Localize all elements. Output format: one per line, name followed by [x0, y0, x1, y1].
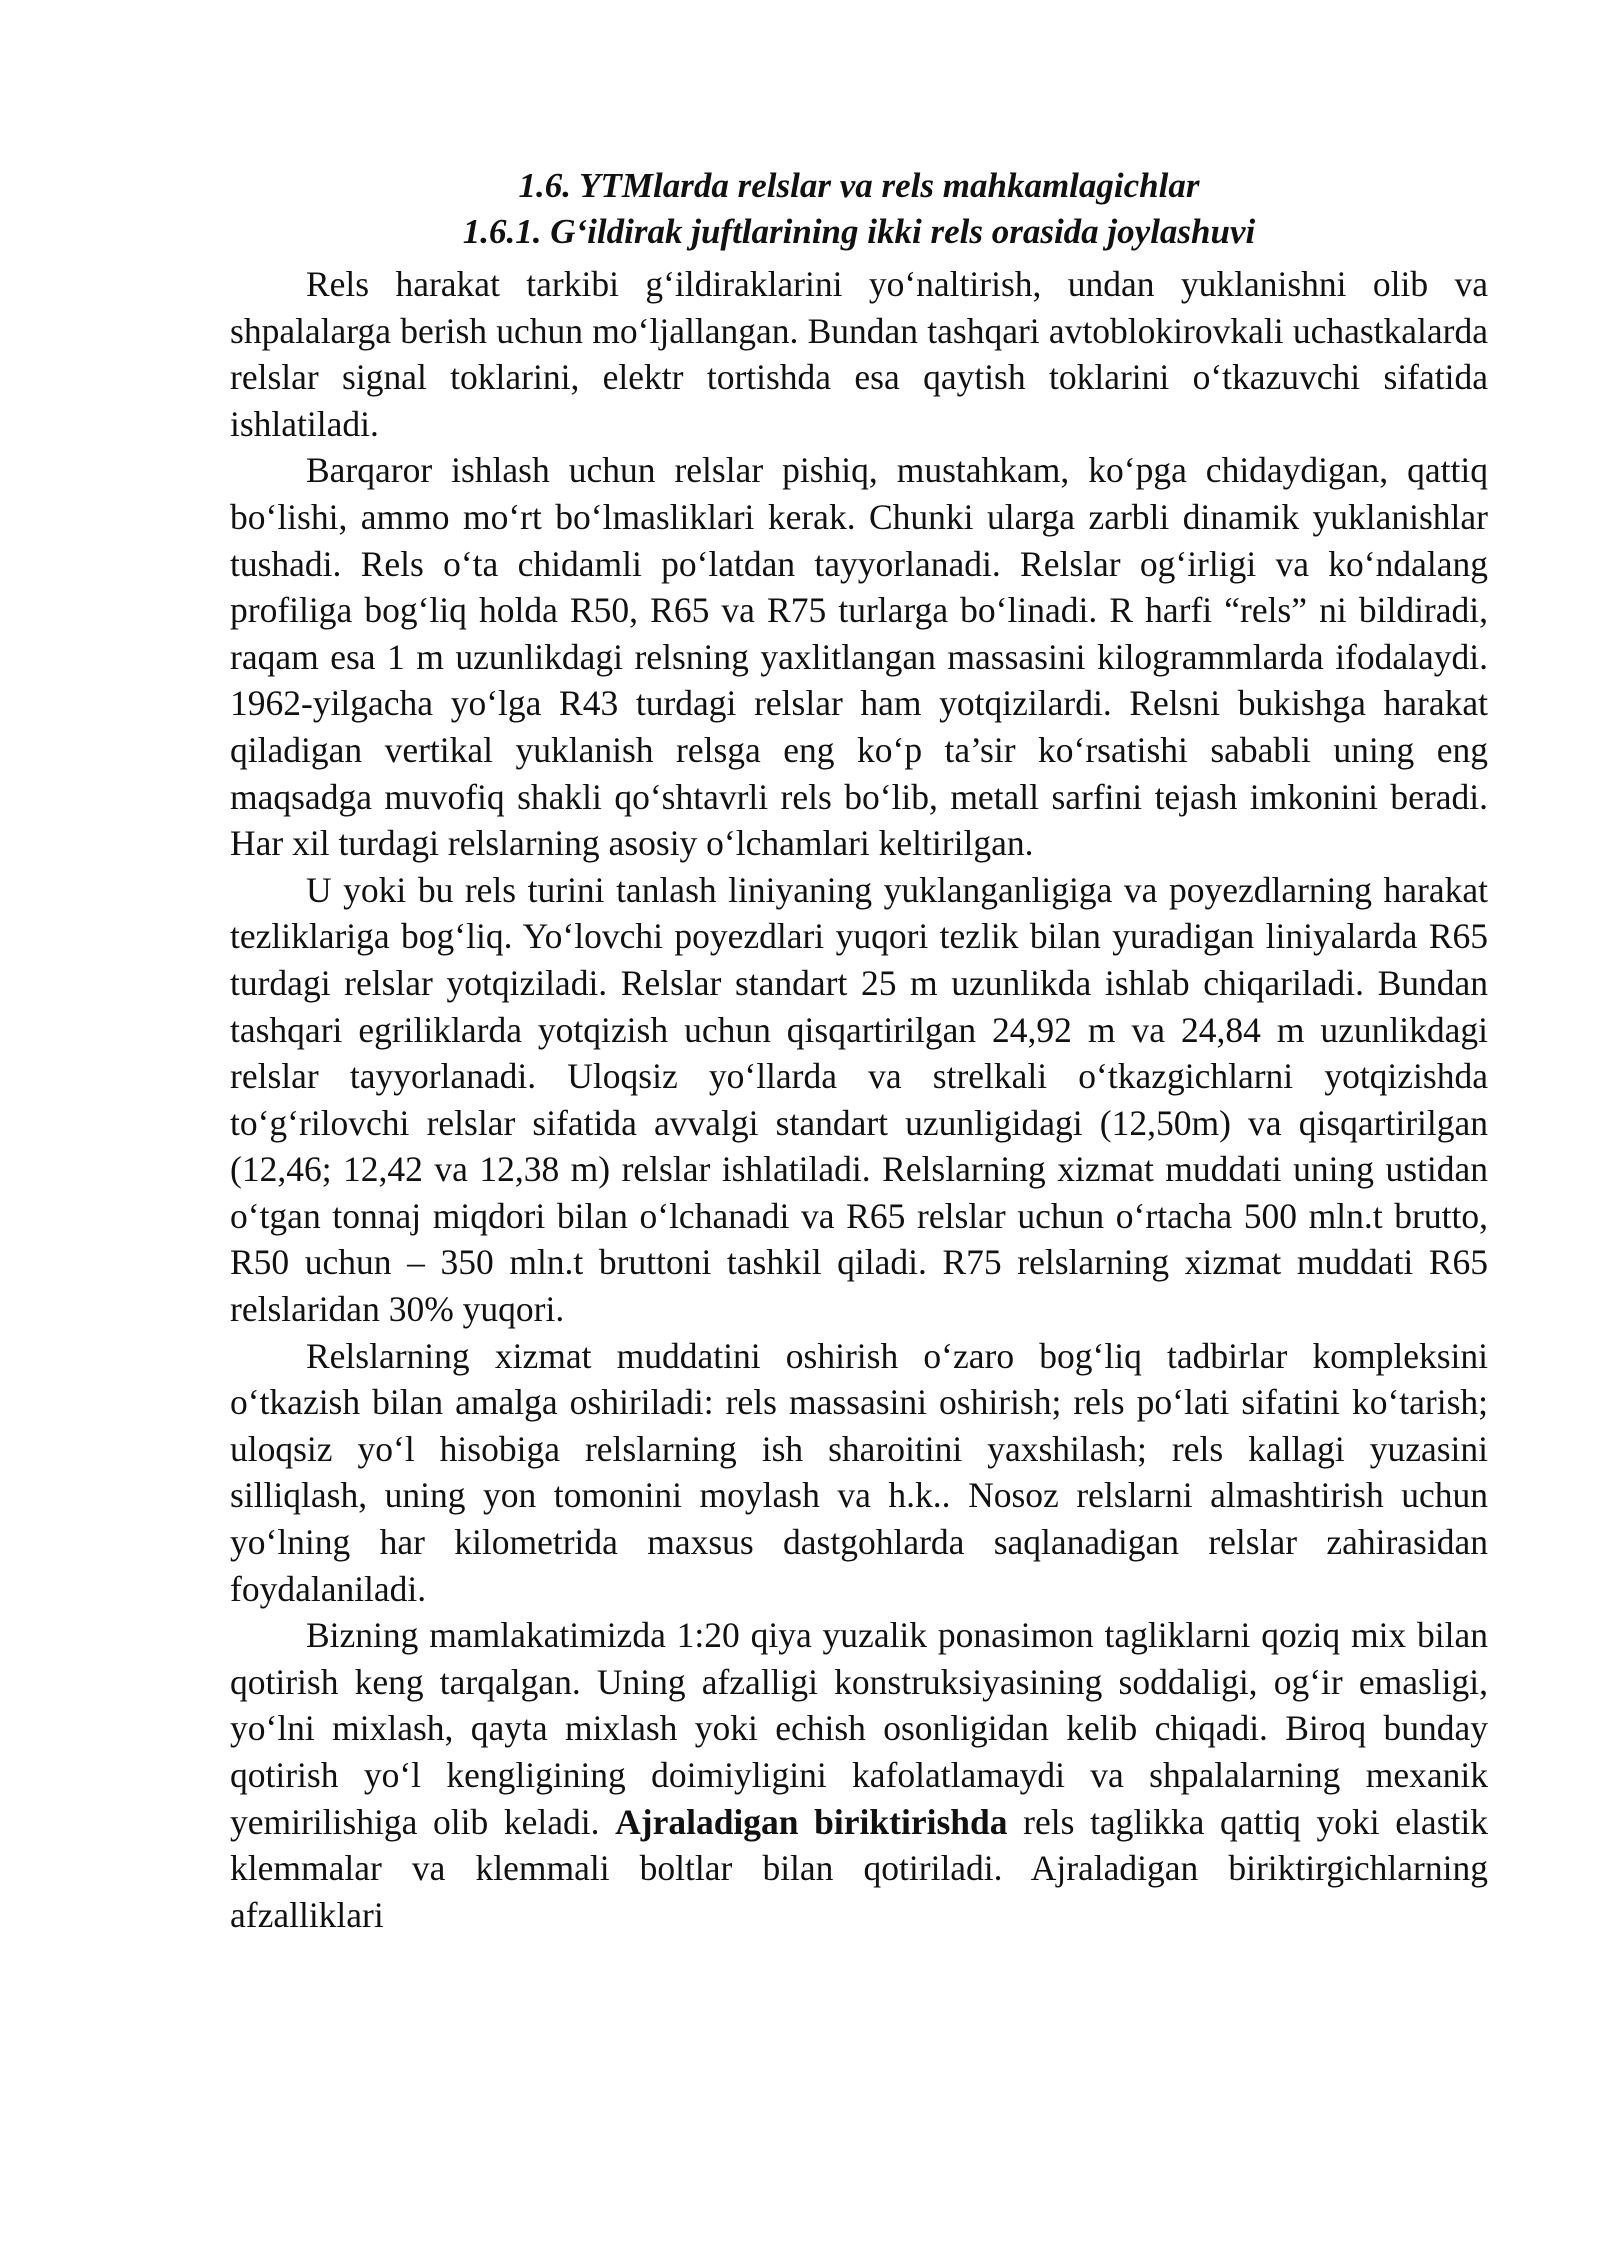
page-content — [230, 163, 1488, 1938]
bold-term-separable-fastening: Ajraladigan biriktirishda — [615, 1801, 1008, 1842]
section-heading: 1.6. YTMlarda relslar va rels mahkamlagichlar — [518, 166, 1200, 205]
subsection-heading: 1.6.1. G‘ildirak juftlarining ikki rels orasida joylashuvi — [462, 212, 1256, 251]
paragraph-fastening-end: rels taglikka qattiq yoki elastik klemmalar va klemmali boltlar bilan qotiriladi. Ajraladigan biriktirgichlarning afzalliklari — [230, 1801, 1488, 1935]
paragraph-service-life: Relslarning xizmat muddatini oshirish o‘zaro bog‘liq tadbirlar kompleksini o‘tkazish bilan amalga oshiriladi: rels massasini oshirish; rels po‘lati sifatini ko‘tarish; uloqsiz yo‘l hisobiga relslarning ish sharoitini yaxshilash; rels kallagi yuzasini silliqlash, uning yon tomonini moylash va h.k.. Nosoz relslarni almashtirish uchun yo‘lning har kilometrida maxsus dastgohlarda saqlanadigan relslar zahirasidan foydalaniladi. — [230, 1335, 1488, 1609]
paragraph-fastening — [230, 1612, 1488, 1938]
paragraph-rail-type-selection: U yoki bu rels turini tanlash liniyaning yuklanganligiga va poyezdlarning harakat tezliklariga bog‘liq. Yo‘lovchi poyezdlari yuqori tezlik bilan yuradigan liniyalarda R65 turdagi relslar yotqiziladi. Relslar standart 25 m uzunlikda ishlab chiqariladi. Bundan tashqari egriliklarda yotqizish uchun qisqartirilgan 24,92 m va 24,84 m uzunlikdagi relslar tayyorlanadi. Uloqsiz yo‘llarda va strelkali o‘tkazgichlarni yotqizishda to‘g‘rilovchi relslar sifatida avvalgi standart uzunligidagi (12,50m) va qisqartirilgan (12,46; 12,42 va 12,38 m) relslar ishlatiladi. Relslarning xizmat muddati uning ustidan o‘tgan tonnaj miqdori bilan o‘lchanadi va R65 relslar uchun o‘rtacha 500 mln.t brutto, R50 uchun – 350 mln.t bruttoni tashkil qiladi. R75 relslarning xizmat muddati R65 relslaridan 30% yuqori. — [230, 869, 1488, 1330]
paragraph-rails-purpose: Rels harakat tarkibi g‘ildiraklarini yo‘naltirish, undan yuklanishni olib va shpalalarga berish uchun mo‘ljallangan. Bundan tashqari avtoblokirovkali uchastkalarda relslar signal toklarini, elektr tortishda esa qaytish toklarini o‘tkazuvchi sifatida ishlatiladi. — [230, 264, 1488, 444]
paragraph-rail-properties: Barqaror ishlash uchun relslar pishiq, mustahkam, ko‘pga chidaydigan, qattiq bo‘lishi, ammo mo‘rt bo‘lmasliklari kerak. Chunki ularga zarbli dinamik yuklanishlar tushadi. Rels o‘ta chidamli po‘latdan tayyorlanadi. Relslar og‘irligi va ko‘ndalang profiliga bog‘liq holda R50, R65 va R75 turlarga bo‘linadi. R harfi “rels” ni bildiradi, raqam esa 1 m uzunlikdagi relsning yaxlitlangan massasini kilogrammlarda ifodalaydi. 1962-yilgacha yo‘lga R43 turdagi relslar ham yotqizilardi. Relsni bukishga harakat qiladigan vertikal yuklanish relsga eng ko‘p ta’sir ko‘rsatishi sababli uning eng maqsadga muvofiq shakli qo‘shtavrli rels bo‘lib, metall sarfini tejash imkonini beradi. Har xil turdagi relslarning asosiy o‘lchamlari keltirilgan. — [230, 450, 1488, 864]
paragraph-fastening-start: Bizning mamlakatimizda 1:20 qiya yuzalik ponasimon tagliklarni qoziq mix bilan qotirish keng tarqalgan. Uning afzalligi konstruksiyasining soddaligi, og‘ir emasligi, yo‘lni mixlash, qayta mixlash yoki echish osonligidan kelib chiqadi. Biroq bunday qotirish yo‘l kengligining doimiyligini kafolatlamaydi va shpalalarning mexanik yemirilishiga olib keladi. — [230, 1615, 1488, 1842]
